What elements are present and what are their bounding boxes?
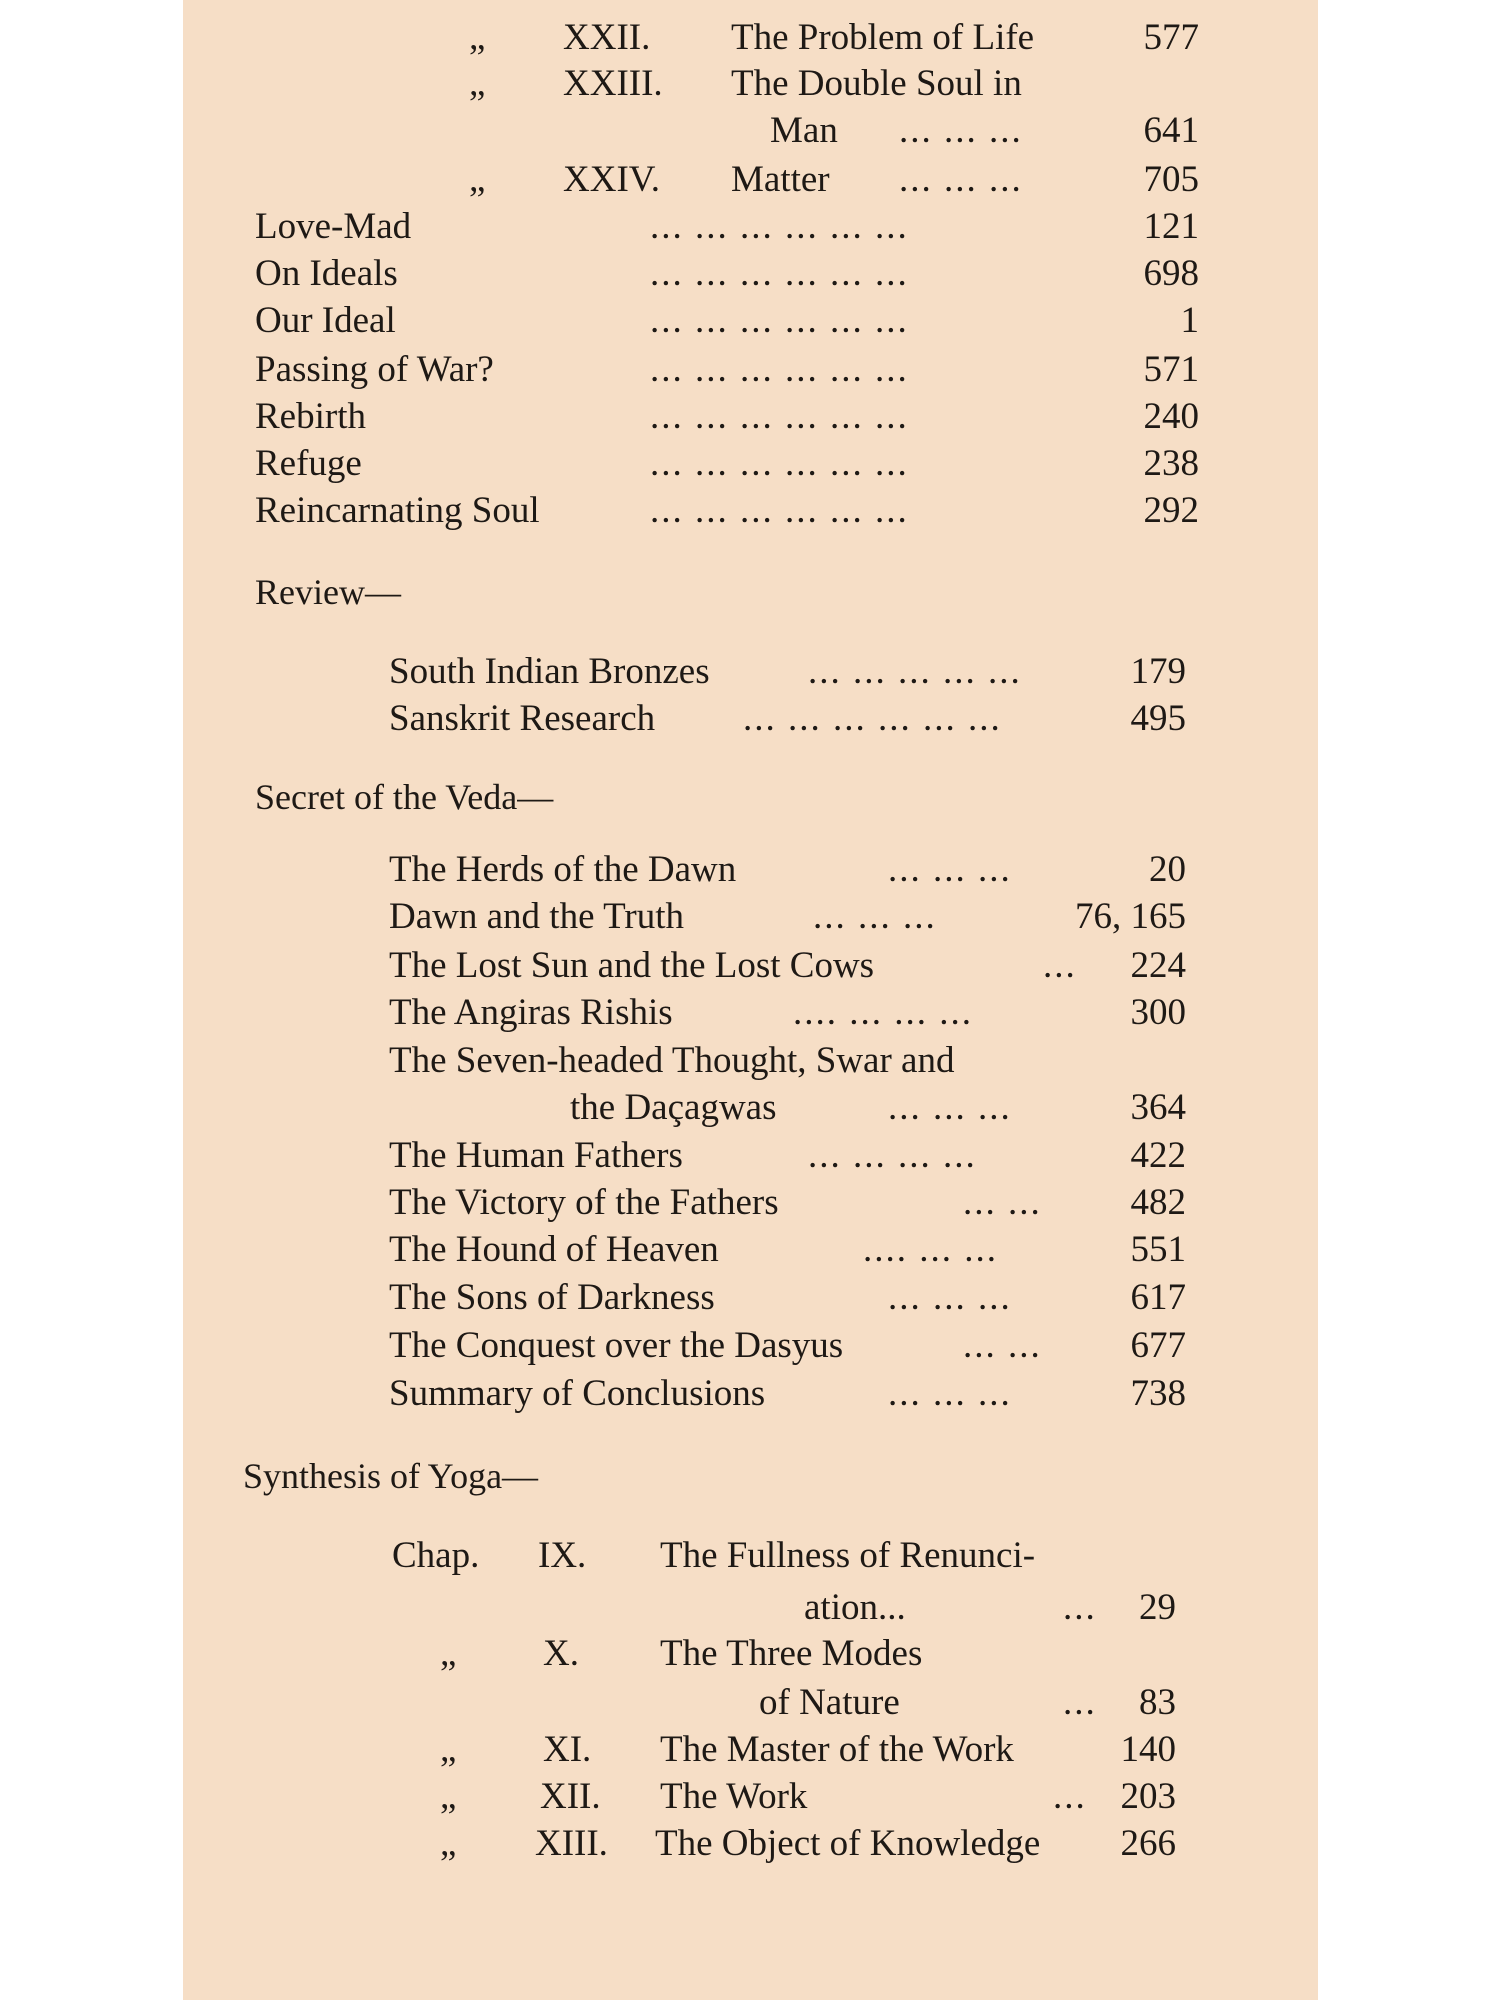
toc-row bbox=[183, 1727, 1318, 1773]
toc-entry bbox=[183, 1038, 1318, 1084]
toc-row bbox=[183, 157, 1318, 203]
chapter-number: XII. bbox=[540, 1776, 601, 1817]
toc-entry bbox=[183, 649, 1318, 695]
chapter-title-continuation: ation... bbox=[804, 1587, 906, 1628]
toc-entry bbox=[183, 251, 1318, 297]
page-number: 495 bbox=[1130, 698, 1186, 739]
page-number: 179 bbox=[1130, 651, 1186, 692]
entry-title: The Lost Sun and the Lost Cows bbox=[389, 945, 875, 986]
toc-entry-continuation bbox=[183, 1085, 1318, 1131]
chapter-title: The Problem of Life bbox=[731, 17, 1035, 58]
section-heading-veda: Secret of the Veda— bbox=[255, 777, 554, 817]
toc-row bbox=[183, 61, 1318, 107]
page-number: 203 bbox=[1120, 1776, 1176, 1817]
toc-row bbox=[183, 1821, 1318, 1867]
chapter-title: Matter bbox=[731, 159, 830, 200]
chapter-number: XIII. bbox=[535, 1823, 608, 1864]
section-heading-review: Review— bbox=[255, 572, 401, 612]
toc-row bbox=[183, 1631, 1318, 1677]
toc-entry bbox=[183, 1133, 1318, 1179]
entry-title: Dawn and the Truth bbox=[389, 896, 684, 937]
page-number: 698 bbox=[1143, 253, 1199, 294]
entry-title: Refuge bbox=[255, 443, 362, 484]
dot-leader: ... ... ... bbox=[888, 1277, 1012, 1318]
toc-entry bbox=[183, 894, 1318, 940]
dot-leader: ... ... ... ... ... ... bbox=[650, 443, 909, 484]
entry-title: The Human Fathers bbox=[389, 1135, 683, 1176]
entry-title: Our Ideal bbox=[255, 300, 396, 341]
chapter-number: XI. bbox=[543, 1729, 592, 1770]
chapter-title: The Master of the Work bbox=[660, 1729, 1014, 1770]
page-number: 577 bbox=[1143, 17, 1199, 58]
toc-row bbox=[183, 1774, 1318, 1820]
entry-title-continuation: the Daçagwas bbox=[570, 1087, 777, 1128]
toc-entry bbox=[183, 1275, 1318, 1321]
dot-leader: ... ... bbox=[963, 1182, 1042, 1223]
toc-entry bbox=[183, 204, 1318, 250]
entry-title: The Herds of the Dawn bbox=[389, 849, 737, 890]
entry-title: Love-Mad bbox=[255, 206, 412, 247]
page-number: 364 bbox=[1130, 1087, 1186, 1128]
dot-leader: ... bbox=[1053, 1776, 1087, 1817]
entry-title: The Seven-headed Thought, Swar and bbox=[389, 1040, 955, 1081]
page-number: 20 bbox=[1149, 849, 1186, 890]
page-number: 238 bbox=[1143, 443, 1199, 484]
chapter-title: The Object of Knowledge bbox=[655, 1823, 1041, 1864]
dot-leader: ... ... ... bbox=[888, 849, 1012, 890]
chapter-title: The Double Soul in bbox=[731, 63, 1022, 104]
page-number: 1 bbox=[1180, 300, 1199, 341]
toc-entry bbox=[183, 347, 1318, 393]
page-number: 140 bbox=[1120, 1729, 1176, 1770]
page-number: 422 bbox=[1130, 1135, 1186, 1176]
dot-leader: ... ... ... ... ... ... bbox=[650, 300, 909, 341]
chapter-title: The Three Modes bbox=[660, 1633, 923, 1674]
chapter-number: XXIV. bbox=[563, 159, 660, 200]
toc-entry bbox=[183, 696, 1318, 742]
page-number: 240 bbox=[1143, 396, 1199, 437]
entry-title: The Angiras Rishis bbox=[389, 992, 673, 1033]
chapter-title: The Fullness of Renunci- bbox=[660, 1535, 1036, 1576]
book-page bbox=[183, 0, 1318, 2000]
page-number: 266 bbox=[1120, 1823, 1176, 1864]
dot-leader: ... bbox=[1043, 945, 1077, 986]
dot-leader: ... ... ... ... ... ... bbox=[650, 253, 909, 294]
page-number: 482 bbox=[1130, 1182, 1186, 1223]
chapter-number: IX. bbox=[538, 1535, 587, 1576]
page-number: 705 bbox=[1143, 159, 1199, 200]
page-number: 641 bbox=[1143, 110, 1199, 151]
entry-title: The Victory of the Fathers bbox=[389, 1182, 779, 1223]
dot-leader: ... ... ... bbox=[888, 1373, 1012, 1414]
entry-title: Summary of Conclusions bbox=[389, 1373, 766, 1414]
entry-title: Reincarnating Soul bbox=[255, 490, 540, 531]
entry-title: The Conquest over the Dasyus bbox=[389, 1325, 844, 1366]
toc-entry bbox=[183, 990, 1318, 1036]
toc-entry bbox=[183, 298, 1318, 344]
dot-leader: ... bbox=[1063, 1682, 1097, 1723]
toc-entry bbox=[183, 1227, 1318, 1273]
page-number: 300 bbox=[1130, 992, 1186, 1033]
chap-label: Chap. bbox=[392, 1535, 480, 1576]
entry-title: The Sons of Darkness bbox=[389, 1277, 715, 1318]
page-number: 83 bbox=[1139, 1682, 1176, 1723]
section-heading bbox=[183, 569, 1318, 615]
ditto-mark: „ bbox=[440, 1729, 457, 1770]
toc-row bbox=[183, 1533, 1318, 1579]
toc-entry bbox=[183, 1180, 1318, 1226]
dot-leader: ... ... ... ... ... bbox=[808, 651, 1022, 692]
toc-row-continuation bbox=[183, 1585, 1318, 1631]
dot-leader: ... ... ... bbox=[813, 896, 937, 937]
page-number: 292 bbox=[1143, 490, 1199, 531]
page-number: 738 bbox=[1130, 1373, 1186, 1414]
page-number: 224 bbox=[1130, 945, 1186, 986]
ditto-mark: „ bbox=[440, 1823, 457, 1864]
dot-leader: ... bbox=[1063, 1587, 1097, 1628]
section-heading bbox=[183, 1453, 1318, 1499]
ditto-mark: „ bbox=[440, 1776, 457, 1817]
section-heading bbox=[183, 774, 1318, 820]
page-number: 617 bbox=[1130, 1277, 1186, 1318]
chapter-title-continuation: of Nature bbox=[759, 1682, 900, 1723]
dot-leader: .... ... ... ... bbox=[793, 992, 973, 1033]
toc-entry bbox=[183, 943, 1318, 989]
dot-leader: ... ... ... ... ... ... bbox=[650, 490, 909, 531]
chapter-number: XXIII. bbox=[563, 63, 663, 104]
dot-leader: ... ... ... bbox=[888, 1087, 1012, 1128]
page-number: 571 bbox=[1143, 349, 1199, 390]
page-number: 76, 165 bbox=[1075, 896, 1186, 937]
page-number: 29 bbox=[1139, 1587, 1176, 1628]
dot-leader: ... ... ... ... ... ... bbox=[650, 349, 909, 390]
dot-leader: ... ... ... bbox=[899, 110, 1023, 151]
toc-entry bbox=[183, 394, 1318, 440]
chapter-number: X. bbox=[543, 1633, 579, 1674]
dot-leader: .... ... ... bbox=[863, 1229, 998, 1270]
entry-title: The Hound of Heaven bbox=[389, 1229, 719, 1270]
chapter-title: The Work bbox=[660, 1776, 808, 1817]
toc-row bbox=[183, 15, 1318, 61]
entry-title: On Ideals bbox=[255, 253, 398, 294]
toc-entry bbox=[183, 441, 1318, 487]
ditto-mark: „ bbox=[469, 17, 486, 58]
dot-leader: ... ... ... ... ... ... bbox=[743, 698, 1002, 739]
toc-entry bbox=[183, 1323, 1318, 1369]
dot-leader: ... ... ... bbox=[899, 159, 1023, 200]
toc-row-continuation bbox=[183, 1680, 1318, 1726]
ditto-mark: „ bbox=[469, 159, 486, 200]
ditto-mark: „ bbox=[440, 1633, 457, 1674]
toc-row-continuation bbox=[183, 108, 1318, 154]
chapter-title-continuation: Man bbox=[770, 110, 838, 151]
dot-leader: ... ... ... ... ... ... bbox=[650, 396, 909, 437]
dot-leader: ... ... ... ... bbox=[808, 1135, 977, 1176]
page-number: 121 bbox=[1143, 206, 1199, 247]
toc-entry bbox=[183, 847, 1318, 893]
dot-leader: ... ... ... ... ... ... bbox=[650, 206, 909, 247]
entry-title: Passing of War? bbox=[255, 349, 494, 390]
toc-entry bbox=[183, 488, 1318, 534]
toc-entry bbox=[183, 1371, 1318, 1417]
section-heading-yoga: Synthesis of Yoga— bbox=[243, 1456, 539, 1496]
entry-title: Sanskrit Research bbox=[389, 698, 656, 739]
page-number: 677 bbox=[1130, 1325, 1186, 1366]
ditto-mark: „ bbox=[469, 63, 486, 104]
dot-leader: ... ... bbox=[963, 1325, 1042, 1366]
entry-title: South Indian Bronzes bbox=[389, 651, 710, 692]
page-number: 551 bbox=[1130, 1229, 1186, 1270]
chapter-number: XXII. bbox=[563, 17, 651, 58]
entry-title: Rebirth bbox=[255, 396, 366, 437]
